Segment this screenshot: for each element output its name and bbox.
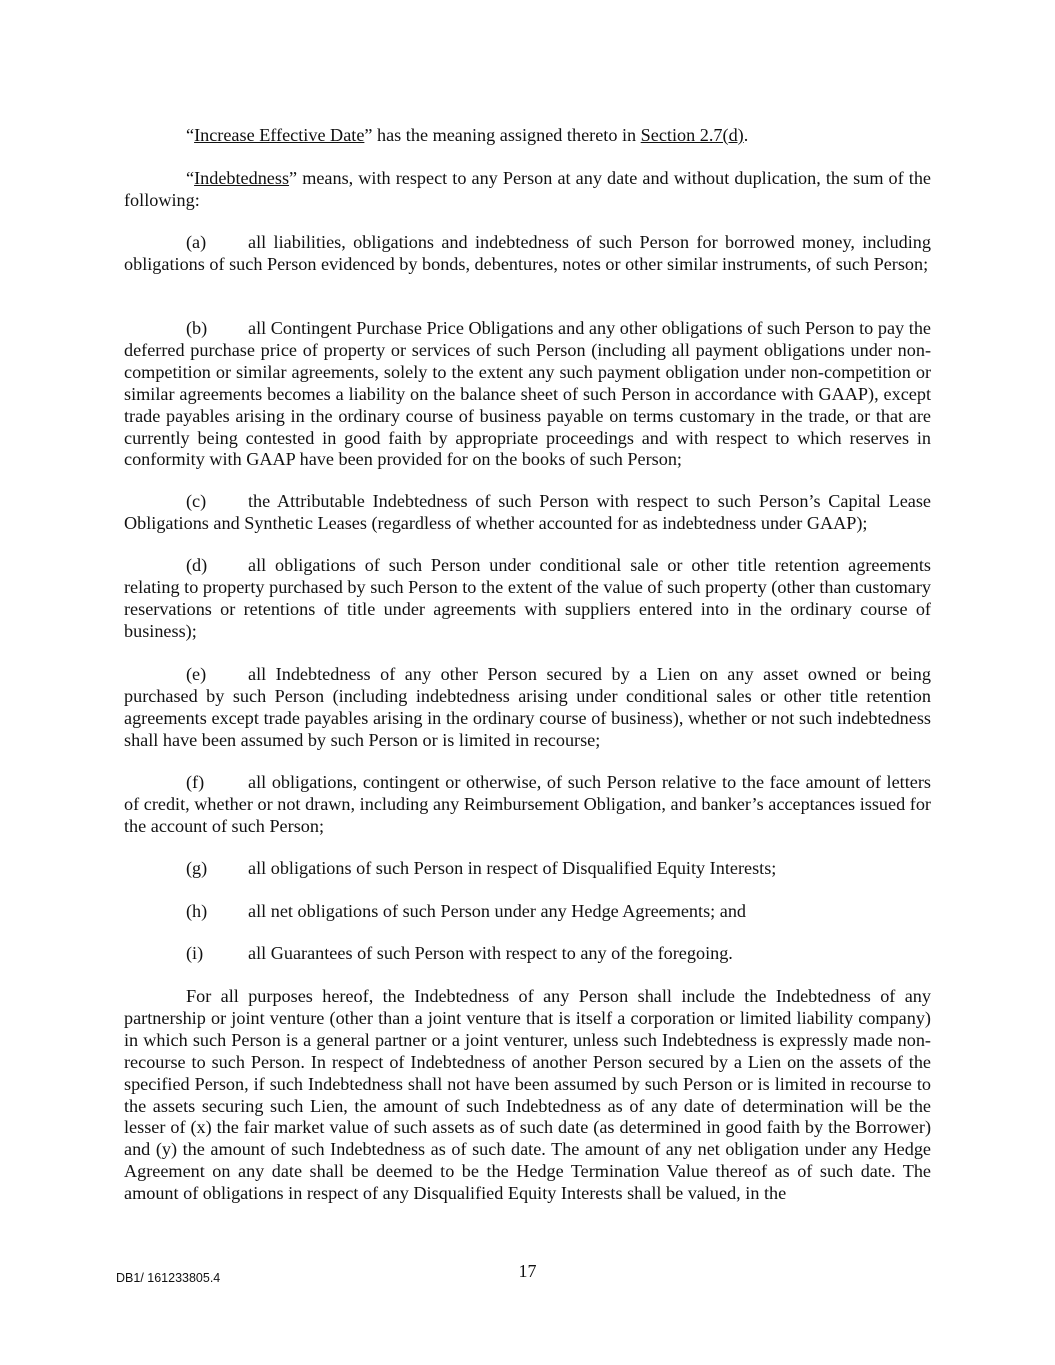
clause-label: (i) (186, 943, 204, 963)
clause-label: (c) (186, 491, 207, 511)
open-quote: “ (186, 168, 195, 188)
definition-increase-effective-date (124, 125, 931, 147)
clause-f (124, 772, 931, 838)
clause-a (124, 232, 931, 276)
clause-e (124, 664, 931, 752)
clause-text: all Indebtedness of any other Person secured by a Lien on any asset owned or being purchased by such Person (including indebtedness arising under conditional sales or other title retention agreements except trade payables arising in the ordinary course of business), whether or not such indebtedness shall have been assumed by such Person or is limited in recourse; (124, 664, 931, 750)
clause-label: (e) (186, 664, 207, 684)
clause-text: all Contingent Purchase Price Obligations and any other obligations of such Person to pay the deferred purchase price of property or services of such Person (including all payment obligations under non-competition or similar agreements, solely to the extent any such payment obligation under non-competition or similar agreements becomes a liability on the balance sheet of such Person in accordance with GAAP), except trade payables arising in the ordinary course of business payable on terms customary in the trade, or that are currently being contested in good faith by appropriate proceedings and with respect to which reserves in conformity with GAAP have been provided for on the books of such Person; (124, 318, 931, 470)
clause-b (124, 318, 931, 471)
open-quote: “ (186, 125, 195, 145)
clause-label: (f) (186, 772, 205, 792)
defined-term: Indebtedness (194, 168, 290, 188)
clause-label: (a) (186, 232, 207, 252)
definition-indebtedness (124, 168, 931, 212)
clause-label: (d) (186, 555, 208, 575)
clause-h (124, 901, 931, 923)
clause-d (124, 555, 931, 643)
clause-label: (b) (186, 318, 208, 338)
document-id: DB1/ 161233805.4 (116, 1271, 221, 1285)
defined-term: Increase Effective Date (194, 125, 365, 145)
clause-c (124, 491, 931, 535)
section-reference: Section 2.7(d) (640, 125, 744, 145)
period: . (743, 125, 749, 145)
definition-text: ” has the meaning assigned thereto in (364, 125, 641, 145)
clause-text: the Attributable Indebtedness of such Person with respect to such Person’s Capital Lease Obligations and Synthetic Leases (regardless of whether accounted for as indebtedness under GAAP); (124, 491, 931, 533)
clause-text: all obligations of such Person in respect of Disqualified Equity Interests; (248, 858, 777, 878)
clause-label: (h) (186, 901, 208, 921)
page-number: 17 (518, 1261, 537, 1281)
clause-text: all liabilities, obligations and indebtedness of such Person for borrowed money, including obligations of such Person evidenced by bonds, debentures, notes or other similar instruments, of such Person; (124, 232, 931, 274)
clause-text: all Guarantees of such Person with respect to any of the foregoing. (248, 943, 733, 963)
clause-i (124, 943, 931, 965)
clause-text: all net obligations of such Person under any Hedge Agreements; and (248, 901, 747, 921)
definition-text: ” means, with respect to any Person at any date and without duplication, the sum of the following: (124, 168, 931, 210)
clause-g (124, 858, 931, 880)
clause-text: all obligations, contingent or otherwise, of such Person relative to the face amount of letters of credit, whether or not drawn, including any Reimbursement Obligation, and banker’s acceptances issued for the account of such Person; (124, 772, 931, 836)
clause-text: all obligations of such Person under conditional sale or other title retention agreements relating to property purchased by such Person to the extent of the value of such property (other than customary reservations or retentions of title under agreements with suppliers entered into in the ordinary course of business); (124, 555, 931, 641)
clause-label: (g) (186, 858, 208, 878)
closing-paragraph: For all purposes hereof, the Indebtedness of any Person shall include the Indebtedness of any partnership or joint venture (other than a joint venture that is itself a corporation or limited liability company) in which such Person is a general partner or a joint venturer, unless such Indebtedness is expressly made non-recourse to such Person. In respect of Indebtedness of another Person secured by a Lien on the assets of the specified Person, if such Indebtedness shall not have been assumed by such Person or is limited in recourse to the assets securing such Lien, the amount of such Indebtedness as of any date of determination will be the lesser of (x) the fair market value of such assets as of such date (as determined in good faith by the Borrower) and (y) the amount of such Indebtedness as of such date. The amount of any net obligation under any Hedge Agreement on any date shall be deemed to be the Hedge Termination Value thereof as of such date. The amount of obligations in respect of any Disqualified Equity Interests shall be valued, in the (124, 986, 931, 1204)
